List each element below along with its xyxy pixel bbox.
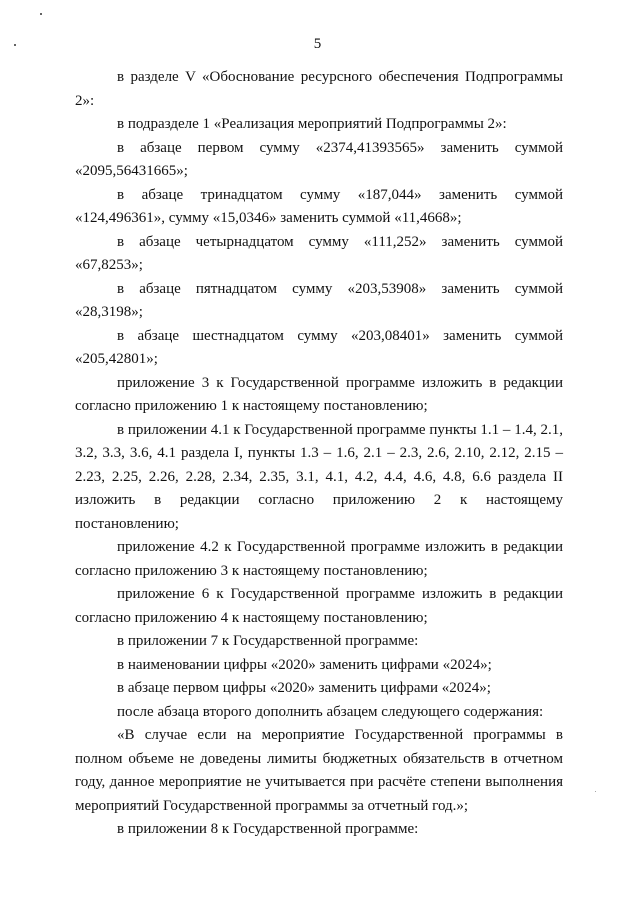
paragraph-appendix-7-add: после абзаца второго дополнить абзацем следующего содержания: xyxy=(117,703,544,720)
paragraph-abzac-1: в абзаце первом сумму «2374,41393565» заменить суммой «2095,56431665»; xyxy=(75,139,563,179)
paragraph-subsection-1: в подразделе 1 «Реализация мероприятий Подпрограммы 2»: xyxy=(117,116,507,132)
paragraph-section-v: в разделе V «Обоснование ресурсного обеспечения Подпрограммы 2»: xyxy=(75,69,563,109)
paragraph-abzac-13: в абзаце тринадцатом сумму «187,044» заменить суммой «124,496361», сумму «15,0346» заменить суммой «11,4668»; xyxy=(75,186,563,226)
paragraph-appendix-6: приложение 6 к Государственной программе изложить в редакции согласно приложению 4 к настоящему постановлению; xyxy=(75,586,563,626)
paragraph-appendix-4-2: приложение 4.2 к Государственной программе изложить в редакции согласно приложению 3 к настоящему постановлению; xyxy=(75,539,563,579)
paragraph-appendix-3: приложение 3 к Государственной программе изложить в редакции согласно приложению 1 к настоящему постановлению; xyxy=(75,374,563,414)
paragraph-appendix-4-1: в приложении 4.1 к Государственной программе пункты 1.1 – 1.4, 2.1, 3.2, 3.3, 3.6, 4.1 раздела I, пункты 1.3 – 1.6, 2.1 – 2.3, 2.6, 2.10, 2.12, 2.15 – 2.23, 2.25, 2.26, 2.28, 2.34, 2.35, 3.1, 4.1, 4.2, 4.4, 4.6, 4.8, 6.6 раздела II изложить в редакции согласно приложению 2 к настоящему постановлению; xyxy=(75,421,563,532)
paragraph-appendix-7-abzac-1: в абзаце первом цифры «2020» заменить цифрами «2024»; xyxy=(117,680,491,696)
document-body xyxy=(75,66,563,842)
scan-speck xyxy=(40,13,42,15)
paragraph-abzac-16: в абзаце шестнадцатом сумму «203,08401» заменить суммой «205,42801»; xyxy=(75,327,563,367)
scan-speck xyxy=(595,791,596,792)
paragraph-appendix-8: в приложении 8 к Государственной программе: xyxy=(117,821,419,837)
paragraph-appendix-7-title: в наименовании цифры «2020» заменить цифрами «2024»; xyxy=(117,656,492,673)
paragraph-abzac-14: в абзаце четырнадцатом сумму «111,252» заменить суммой «67,8253»; xyxy=(75,233,563,273)
page-number: 5 xyxy=(313,36,322,52)
paragraph-appendix-7: в приложении 7 к Государственной программе: xyxy=(117,633,419,649)
paragraph-abzac-15: в абзаце пятнадцатом сумму «203,53908» заменить суммой «28,3198»; xyxy=(75,280,563,320)
paragraph-quoted-addition: «В случае если на мероприятие Государственной программы в полном объеме не доведены лимиты бюджетных обязательств в отчетном году, данное мероприятие не учитывается при расчёте степени выполнения мероприятий Государственной программы за отчетный год.»; xyxy=(75,727,563,814)
